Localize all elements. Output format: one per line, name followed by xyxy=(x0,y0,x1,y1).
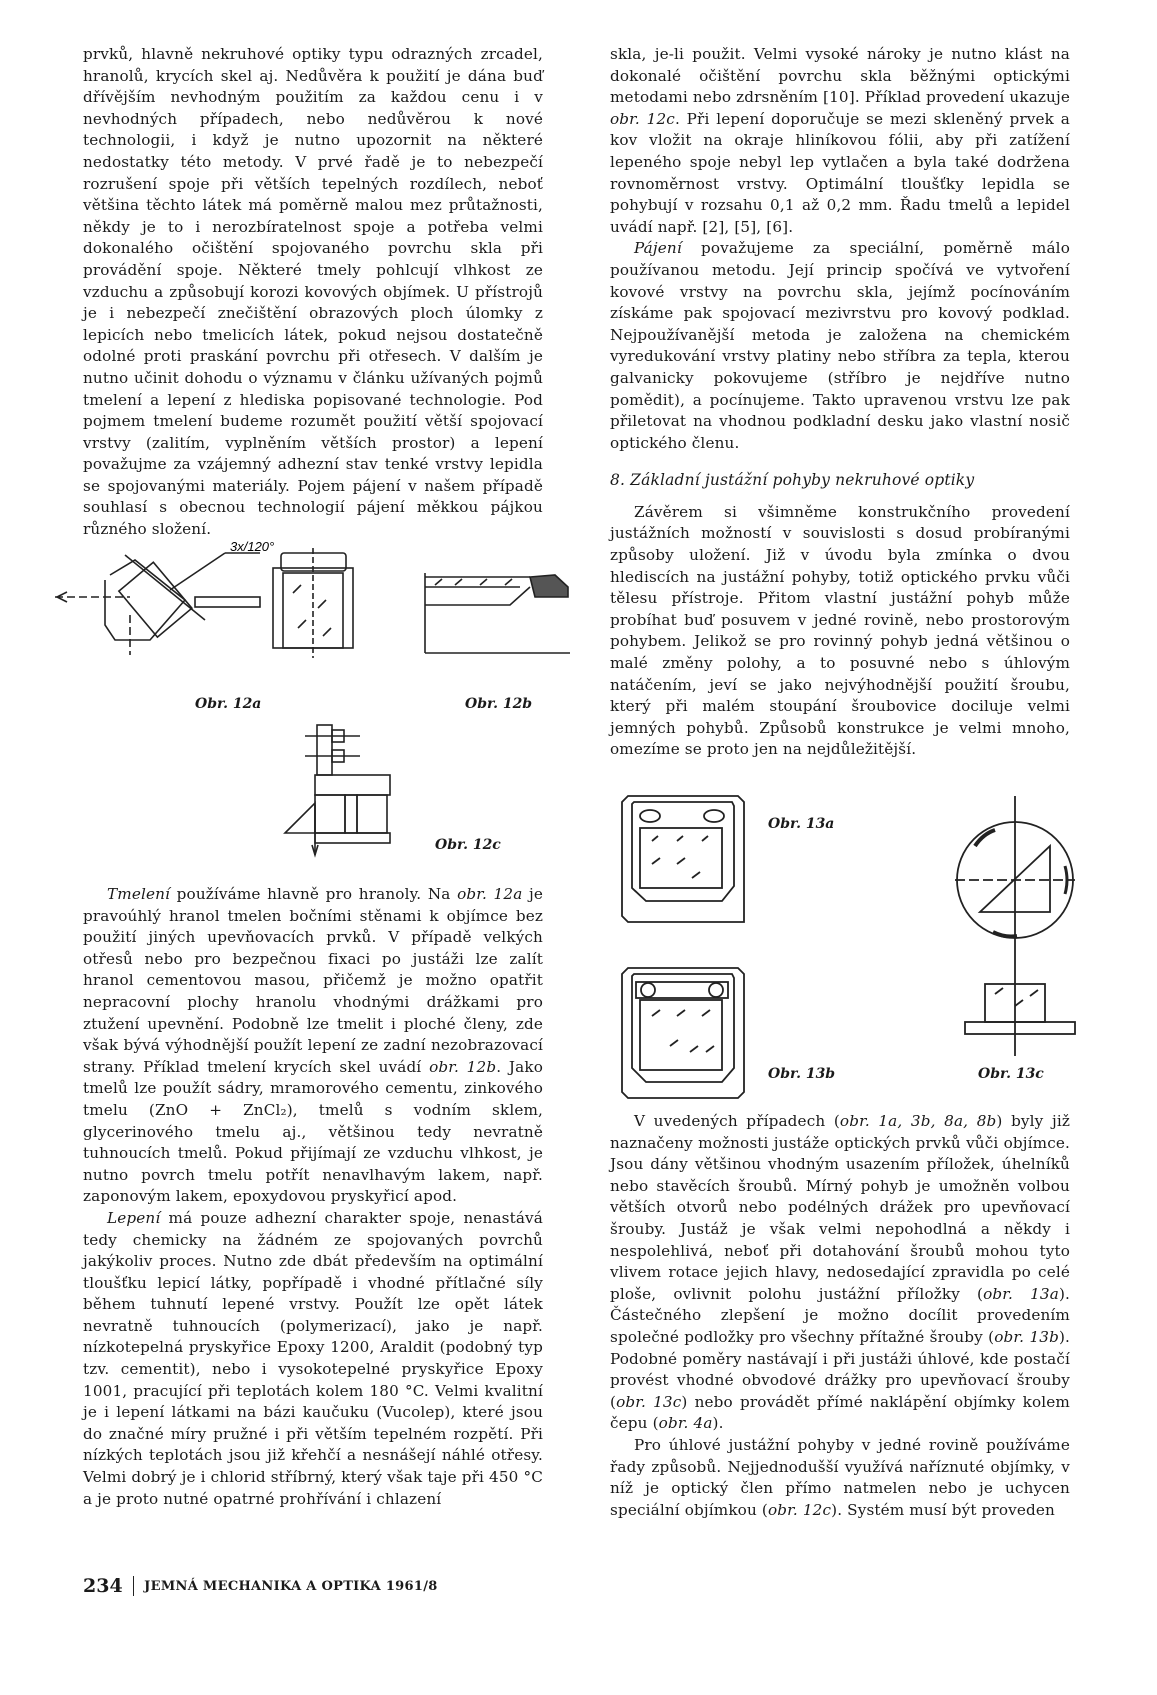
figure-12b xyxy=(420,565,570,655)
paragraph-lepeni: Lepení má pouze adhezní charakter spoje, nenastává tedy chemicky na žádném ze spojovaných povrchů jakýkoliv proces. Nutno zde dbát především na optimální tloušťku lepicí látky, popřípadě i vhodné přítlačné síly během tuhnutí lepené vrstvy. Použít lze opět látek nevratně tuhnoucích (polymerizací), jako je např. nízkotepelná pryskyřice Epoxy 1200, Araldit (podobný typ tzv. cementit), nebo i vysokotepelné pryskyřice Epoxy 1001, pracující při teplotách kolem 180 °C. Velmi kvalitní je i lepení látkami na bázi kaučuku (Vucolep), které jsou do značné míry pružné i při větším tepelném rozpětí. Při nízkých teplotách jsou již křehčí a nesnášejí náhlé otřesy. Velmi dobrý je i chlorid stříbrný, který však taje při 450 °C a je proto nutné opatrné prohřívání i chlazení xyxy=(83,1208,543,1508)
right-column xyxy=(610,44,1070,761)
page-footer xyxy=(83,1575,438,1597)
page-number: 234 xyxy=(83,1575,123,1597)
svg-text:3x/120°: 3x/120° xyxy=(230,539,275,554)
paragraph-angular: Pro úhlové justážní pohyby v jedné rovině používáme řady způsobů. Nejjednodušší využívá naříznuté objímky, v níž je optický člen přímo natmelen nebo je uchycen speciální objímkou (obr. 12c). Systém musí být proveden xyxy=(610,1435,1070,1519)
figure-13a-caption: Obr. 13a xyxy=(768,816,835,832)
common-plate-drawing-icon xyxy=(622,968,744,1098)
figure-13b xyxy=(622,968,744,1098)
paragraph-pajeni: Pájení považujeme za speciální, poměrně málo používanou metodu. Její princip spočívá ve vytvoření kovové vrstvy na povrchu skla, jejímž pocínováním získáme pak spojovací mezivrstvu pro kovový podklad. Nejpoužívanější metoda je založena na chemickém vyredukování vrstvy platiny nebo stříbra za tepla, kterou galvanicky pokovujeme (stříbro je nejdříve nutno pomědit), a pocínujeme. Takto upravenou vrstvu lze pak přiletovat na vhodnou podkladní desku jako vlastní nosič optického členu. xyxy=(610,239,1070,452)
figure-12a-front xyxy=(273,548,353,668)
figure-12a-caption: Obr. 12a xyxy=(195,696,262,712)
right-column-lower xyxy=(610,1111,1070,1521)
paragraph-tmeleni: Tmelení používáme hlavně pro hranoly. Na obr. 12a je pravoúhlý hranol tmelen bočními stěnami k objímce bez použití jiných upevňovacích prvků. V případě velkých otřesů nebo pro bezpečnou fixaci po justáži lze zalít hranol cementovou masou, přičemž je možno opatřit nepracovní plochy hranolu vhodnými drážkami pro ztužení upevnění. Podobně lze tmelit i ploché členy, zde však bývá výhodnější použít lepení ze zadní nezobrazovací strany. Příklad tmelení krycích skel uvádí obr. 12b. Jako tmelů lze použít sádry, mramorového cementu, zinkového tmelu (ZnO + ZnCl₂), tmelů s vodním sklem, glycerinového tmelu aj., většinou tedy nevratně tuhnoucích tmelů. Pokud přijímají ze vzduchu vlhkost, je nutno povrch tmelu potřít nenavlhavým lakem, např. zaponovým lakem, epoxydovou pryskyřicí apod. xyxy=(83,885,543,1206)
figure-13c xyxy=(955,796,1075,1066)
footer-divider xyxy=(133,1576,135,1596)
left-column-lower xyxy=(83,884,543,1510)
left-column xyxy=(83,44,543,541)
section-heading: 8. Základní justážní pohyby nekruhové optiky xyxy=(610,471,975,490)
journal-name: JEMNÁ MECHANIKA A OPTIKA 1961/8 xyxy=(144,1578,438,1594)
figure-13c-caption: Obr. 13c xyxy=(978,1066,1044,1082)
paragraph-examples: V uvedených případech (obr. 1a, 3b, 8a, 8b) byly již naznačeny možnosti justáže optických prvků vůči objímce. Jsou dány většinou vhodným usazením příložek, úhelníků nebo stavěcích šroubů. Mírný pohyb je umožněn volbou větších otvorů nebo podélných drážek pro upevňovací šrouby. Justáž je však velmi nepohodlná a někdy i nespolehlivá, neboť při dotahování šroubů mohou tyto vlivem rotace jejich hlavy, nedosedající zpravidla po celé ploše, ovlivnit polohu justážní příložky (obr. 13a). Částečného zlepšení je možno docílit provedením společné podložky pro všechny přítažné šrouby (obr. 13b). Podobné poměry nastávají i při justáži úhlové, kde postačí provést vhodné obvodové drážky pro upevňovací šrouby (obr. 13c) nebo provádět přímé naklápění objímky kolem čepu (obr. 4a). xyxy=(610,1112,1071,1433)
figure-13b-caption: Obr. 13b xyxy=(768,1066,836,1082)
figure-12c-caption: Obr. 12c xyxy=(435,837,501,853)
figure-12b-caption: Obr. 12b xyxy=(465,696,533,712)
paragraph-justaz: Závěrem si všimněme konstrukčního provedení justážních možností v souvislosti s dosud probíranými způsoby uložení. Již v úvodu byla zmínka o dvou hlediscích na justážní pohyby, totiž optického prvku vůči tělesu přístroje. Přitom vlastní justážní pohyb může probíhat buď posuvem v jedné rovině, nebo prostorovým pohybem. Jelikož se pro rovinný pohyb jedná většinou o malé změny polohy, a to posuvné nebo s úhlovým natáčením, jeví se jako nejvýhodnější použití šroubu, který při malém stoupání šroubovice dociluje velmi jemných pohybů. Způsobů konstrukce je velmi mnoho, omezíme se proto jen na nejdůležitější. xyxy=(610,502,1070,759)
paragraph-glass-cleaning: skla, je-li použit. Velmi vysoké nároky je nutno klást na dokonalé očištění povrchu skla běžnými optickými metodami nebo zdrsněním [10]. Příklad provedení ukazuje obr. 12c. Při lepení doporučuje se mezi skleněný prvek a kov vložit na okraje hliníkovou fólii, aby při zatížení lepeného spoje nebyl lep vytlačen a byla také dodržena rovnoměrnost vrstvy. Optimální tloušťky lepidla se pohybují v rozsahu 0,1 až 0,2 mm. Řadu tmelů a lepidel uvádí např. [2], [5], [6]. xyxy=(610,45,1070,236)
angular-adjustment-drawing-icon xyxy=(955,796,1075,1066)
mirror-mount-drawing-icon xyxy=(285,720,415,855)
plate-mount-drawing-icon xyxy=(622,796,744,922)
paragraph-intro: prvků, hlavně nekruhové optiky typu odrazných zrcadel, hranolů, krycích skel aj. Nedůvěra k použití je dána buď dřívějším nevhodným použitím za každou cenu i v nevhodných případech, nebo nedůvěrou k nové technologii, i když je nutno upozornit na některé nedostatky této metody. V prvé řadě je to nebezpečí rozrušení spoje při větších tepelných rozdílech, neboť většina těchto látek má poměrně malou mez průtažnosti, někdy je to i nerozbíratelnost spoje a potřeba velmi dokonalého očištění spojovaného povrchu skla při provádění spoje. Některé tmely pohlcují vlhkost ze vzduchu a způsobují korozi kovových objímek. U přístrojů je i nebezpečí znečištění obrazových ploch úlomky z lepicích nebo tmelicích látek, pokud nejsou dostatečně odolné proti praskání povrchu při otřesech. V dalším je nutno učinit dohodu o významu v článku užívaných pojmů tmelení a lepení z hlediska popisované technologie. Pod pojmem tmelení budeme rozumět použití větší spojovací vrstvy (zalitím, vyplněním větších prostor) a lepení považujme za vzájemný adhezní stav tenké vrstvy lepidla se spojovanými materiály. Pojem pájení v našem případě souhlasí s obecnou technologií pájení měkkou pájkou různého složení. xyxy=(83,45,543,539)
figure-13a xyxy=(622,796,744,922)
figure-12c xyxy=(285,720,415,855)
cover-glass-drawing-icon xyxy=(420,565,570,655)
